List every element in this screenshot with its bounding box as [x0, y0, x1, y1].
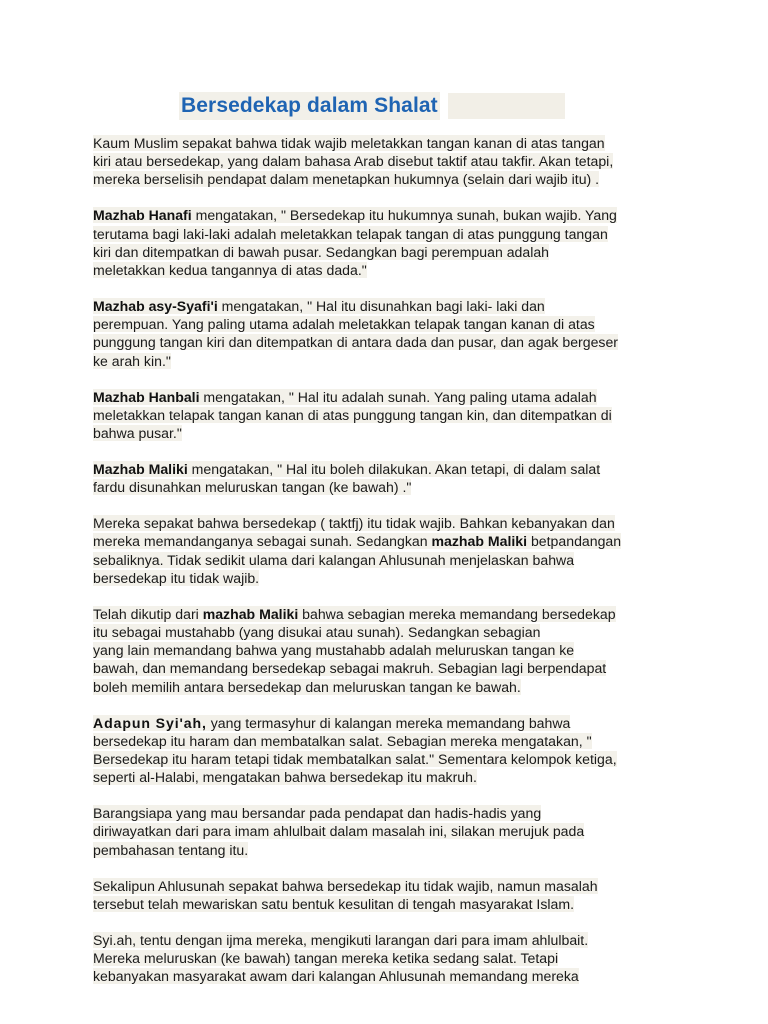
line-highlight	[93, 932, 588, 948]
document-body	[93, 134, 693, 1003]
text-run: mereka memandanganya sebagai sunah. Sedangkan	[93, 533, 432, 550]
text-line	[93, 170, 693, 188]
title-highlight-box	[448, 93, 565, 119]
text-line	[93, 804, 693, 822]
text-run: Barangsiapa yang mau bersandar pada pendapat dan hadis-hadis yang	[93, 805, 542, 822]
text-line	[93, 333, 693, 351]
text-line	[93, 822, 693, 840]
text-run: bersedekap itu haram dan membatalkan salat. Sebagian mereka mengatakan, "	[93, 732, 592, 749]
text-line	[93, 931, 693, 949]
text-run: mengatakan, " Hal itu disunahkan bagi laki- laki dan	[217, 298, 545, 315]
text-line	[93, 949, 693, 967]
text-line	[93, 605, 693, 623]
text-run: ke arah kin."	[93, 352, 171, 369]
text-line	[93, 895, 693, 913]
text-run: Mereka meluruskan (ke bawah) tangan mereka ketika sedang salat. Tetapi	[93, 950, 559, 967]
line-highlight	[93, 135, 605, 151]
line-highlight	[93, 878, 598, 894]
line-highlight	[93, 244, 549, 260]
line-highlight	[93, 805, 541, 821]
text-line	[93, 841, 693, 859]
line-highlight	[93, 769, 477, 785]
text-run: bahwa pusar."	[93, 425, 182, 442]
text-line	[93, 532, 693, 550]
text-run: bahwa sebagian mereka memandang bersedekap	[298, 605, 616, 622]
text-line	[93, 261, 693, 279]
text-run: Mereka sepakat bahwa bersedekap ( taktfj) itu tidak wajib. Bahkan kebanyakan dan	[93, 515, 615, 532]
line-highlight	[93, 334, 618, 350]
text-run: mereka berselisih pendapat dalam menetapkan hukumnya (selain dari wajib itu) .	[93, 171, 600, 188]
text-line	[93, 460, 693, 478]
text-line	[93, 714, 693, 732]
text-run: meletakkan telapak tangan kanan di atas punggung tangan kin, dan ditempatkan di	[93, 406, 612, 423]
paragraph	[93, 605, 693, 696]
text-run: Syi.ah, tentu dengan ijma mereka, mengikuti larangan dari para imam ahlulbait.	[93, 931, 589, 948]
text-run: kebanyakan masyarakat awam dari kalangan Ahlusunah memandang mereka	[93, 968, 579, 985]
text-line	[93, 732, 693, 750]
bold-term: mazhab Maliki	[431, 533, 528, 550]
title-block	[179, 92, 565, 120]
text-run: Telah dikutip dari	[93, 605, 203, 622]
line-highlight	[93, 171, 599, 187]
text-run: yang termasyhur di kalangan mereka memandang bahwa	[206, 714, 571, 731]
line-highlight	[93, 552, 574, 568]
text-run: Bersedekap itu haram tetapi tidak membatalkan salat." Sementara kelompok ketiga,	[93, 751, 617, 768]
paragraph	[93, 206, 693, 279]
line-highlight	[93, 533, 621, 549]
bold-term: Adapun Syi'ah,	[93, 714, 207, 731]
line-highlight	[93, 298, 545, 314]
text-line	[93, 315, 693, 333]
paragraph	[93, 514, 693, 587]
line-highlight	[93, 642, 574, 658]
bold-term: Mazhab Hanafi	[93, 207, 192, 224]
text-run: yang lain memandang bahwa yang mustahabb adalah meluruskan tangan ke	[93, 642, 575, 659]
text-line	[93, 623, 693, 641]
paragraph	[93, 388, 693, 443]
text-line	[93, 243, 693, 261]
text-line	[93, 750, 693, 768]
line-highlight	[93, 389, 597, 405]
text-line	[93, 297, 693, 315]
text-run: meletakkan kedua tangannya di atas dada."	[93, 262, 367, 279]
line-highlight	[93, 407, 612, 423]
text-run: tersebut telah mewariskan satu bentuk kesulitan di tengah masyarakat Islam.	[93, 895, 575, 912]
text-line	[93, 478, 693, 496]
paragraph	[93, 804, 693, 859]
text-run: perempuan. Yang paling utama adalah meletakkan telapak tangan kanan di atas	[93, 316, 595, 333]
paragraph	[93, 714, 693, 787]
text-run: bawah, dan memandang bersedekap sebagai makruh. Sebagian lagi berpendapat	[93, 660, 607, 677]
text-run: kiri atau bersedekap, yang dalam bahasa Arab disebut taktif atau takfir. Akan tetapi,	[93, 153, 614, 170]
text-run: punggung tangan kiri dan ditempatkan di antara dada dan pusar, dan agak bergeser	[93, 334, 618, 351]
bold-term: mazhab Maliki	[202, 605, 299, 622]
text-line	[93, 352, 693, 370]
line-highlight	[93, 823, 584, 839]
text-line	[93, 424, 693, 442]
line-highlight	[93, 842, 248, 858]
line-highlight	[93, 316, 595, 332]
line-highlight	[93, 153, 613, 169]
line-highlight	[93, 515, 615, 531]
line-highlight	[93, 660, 606, 676]
line-highlight	[93, 262, 367, 278]
paragraph	[93, 460, 693, 496]
line-highlight	[93, 968, 579, 984]
line-highlight	[93, 715, 570, 731]
text-run: Sekalipun Ahlusunah sepakat bahwa bersedekap itu tidak wajib, namun masalah	[93, 877, 598, 894]
text-run: fardu disunahkan meluruskan tangan (ke bawah) ."	[93, 479, 412, 496]
line-highlight	[93, 425, 182, 441]
text-line	[93, 225, 693, 243]
text-line	[93, 206, 693, 224]
text-run: bersedekap itu tidak wajib.	[93, 569, 260, 586]
text-run: sebaliknya. Tidak sedikit ulama dari kalangan Ahlusunah menjelaskan bahwa	[93, 551, 575, 568]
line-highlight	[93, 207, 617, 223]
text-line	[93, 514, 693, 532]
bold-term: Mazhab Maliki	[93, 461, 188, 478]
text-run: diriwayatkan dari para imam ahlulbait dalam masalah ini, silakan merujuk pada	[93, 823, 585, 840]
text-run: pembahasan tentang itu.	[93, 841, 249, 858]
text-line	[93, 569, 693, 587]
line-highlight	[93, 624, 540, 640]
line-highlight	[93, 353, 171, 369]
text-line	[93, 641, 693, 659]
paragraph	[93, 877, 693, 913]
bold-term: Mazhab asy-Syafi'i	[93, 298, 218, 315]
line-highlight	[93, 570, 259, 586]
text-line	[93, 659, 693, 677]
text-run: mengatakan, " Hal itu boleh dilakukan. Akan tetapi, di dalam salat	[187, 461, 601, 478]
line-highlight	[93, 733, 592, 749]
text-run: boleh memilih antara bersedekap dan meluruskan tangan ke bawah.	[93, 678, 521, 695]
text-run: kiri dan ditempatkan di bawah pusar. Sedangkan bagi perempuan adalah	[93, 243, 550, 260]
text-run: mengatakan, " Bersedekap itu hukumnya sunah, bukan wajib. Yang	[191, 207, 617, 224]
text-line	[93, 152, 693, 170]
paragraph	[93, 134, 693, 189]
text-run: itu sebagai mustahabb (yang disukai atau sunah). Sedangkan sebagian	[93, 624, 541, 641]
text-line	[93, 877, 693, 895]
line-highlight	[93, 896, 574, 912]
text-line	[93, 967, 693, 985]
text-line	[93, 134, 693, 152]
line-highlight	[93, 226, 608, 242]
text-run: mengatakan, " Hal itu adalah sunah. Yang paling utama adalah	[199, 388, 597, 405]
line-highlight	[93, 479, 411, 495]
text-run: terutama bagi laki-laki adalah meletakkan telapak tangan di atas punggung tangan	[93, 225, 608, 242]
text-line	[93, 768, 693, 786]
paragraph	[93, 297, 693, 370]
paragraph	[93, 931, 693, 986]
text-run: seperti al-Halabi, mengatakan bahwa bersedekap itu makruh.	[93, 769, 477, 786]
line-highlight	[93, 950, 558, 966]
text-line	[93, 551, 693, 569]
line-highlight	[93, 751, 617, 767]
text-line	[93, 406, 693, 424]
line-highlight	[93, 679, 521, 695]
line-highlight	[93, 606, 616, 622]
text-run: Kaum Muslim sepakat bahwa tidak wajib meletakkan tangan kanan di atas tangan	[93, 135, 605, 151]
text-run: betpandangan	[527, 533, 622, 550]
text-line	[93, 678, 693, 696]
document-title: Bersedekap dalam Shalat	[179, 92, 440, 120]
bold-term: Mazhab Hanbali	[93, 388, 200, 405]
text-line	[93, 388, 693, 406]
line-highlight	[93, 461, 600, 477]
